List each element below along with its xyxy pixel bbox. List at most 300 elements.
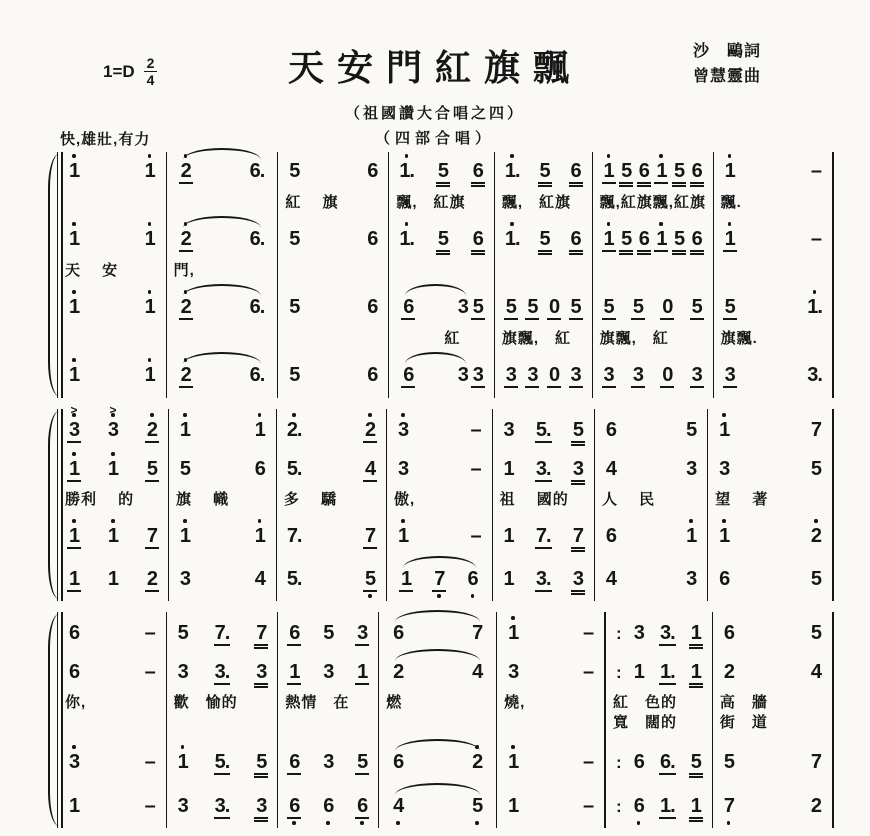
note <box>633 623 645 643</box>
note <box>471 796 483 816</box>
note <box>810 459 822 479</box>
underline <box>637 250 651 252</box>
underline <box>287 817 301 819</box>
note <box>807 297 822 317</box>
underline <box>569 386 583 388</box>
note <box>505 229 520 249</box>
voice-measure <box>379 654 496 690</box>
note <box>68 752 80 772</box>
slur-group <box>402 297 469 317</box>
note <box>356 662 368 682</box>
note-glyph: 6 <box>472 160 483 182</box>
underline-2 <box>538 185 552 187</box>
underline <box>723 318 737 320</box>
note <box>180 161 192 181</box>
octave-dot-above <box>511 745 515 749</box>
underline-2 <box>689 820 703 822</box>
voice-measure <box>167 740 278 784</box>
note-glyph: 1 <box>503 568 514 590</box>
note-glyph: 5 <box>810 622 821 644</box>
underline <box>355 644 369 646</box>
octave-dot-above <box>728 154 732 158</box>
note-glyph: 3 <box>68 751 80 773</box>
note <box>505 161 520 181</box>
note-glyph: 1 <box>690 622 701 644</box>
note-glyph: 5 <box>323 622 334 644</box>
note-glyph: 6. <box>249 228 265 250</box>
underline <box>436 250 450 252</box>
note <box>322 752 334 772</box>
note <box>620 229 632 249</box>
note-glyph: 5 <box>256 751 267 773</box>
note <box>472 229 484 249</box>
lyric-measure: 旗飄, 紅 <box>599 330 669 347</box>
note-glyph: 3. <box>660 622 675 644</box>
note-glyph: 1. <box>807 296 822 318</box>
note-glyph: 1 <box>254 419 265 441</box>
note-glyph: 6 <box>393 751 404 773</box>
note-glyph: 6 <box>323 795 334 817</box>
note <box>288 365 300 385</box>
underline-2 <box>571 593 585 595</box>
lyric-measure <box>714 258 832 288</box>
note <box>605 569 617 589</box>
note <box>68 403 80 441</box>
note-glyph: 6 <box>68 661 80 683</box>
note <box>144 161 156 181</box>
underline <box>179 318 193 320</box>
note <box>507 662 519 682</box>
note-glyph: 5 <box>621 228 632 250</box>
note-glyph: 5 <box>632 296 644 318</box>
note <box>68 365 80 385</box>
voice-measure <box>714 288 832 326</box>
underline <box>254 817 268 819</box>
note <box>287 420 302 440</box>
note <box>503 459 515 479</box>
octave-dot-above <box>72 519 76 523</box>
slur-group <box>180 297 265 317</box>
underline <box>67 547 81 549</box>
note-glyph: 1 <box>724 228 735 250</box>
voice-measure <box>278 152 388 190</box>
voice-measure <box>595 409 707 451</box>
note <box>570 161 582 181</box>
note-glyph: 5 <box>691 296 702 318</box>
note <box>503 569 515 589</box>
tempo-marking: 快,雄壯,有力 <box>60 131 151 148</box>
underline-2 <box>471 185 485 187</box>
note-glyph: 6 <box>638 228 649 250</box>
note-glyph: 3 <box>603 364 614 386</box>
voice-measure <box>58 451 168 487</box>
underline <box>689 644 703 646</box>
underline <box>214 644 231 646</box>
note-glyph: 6 <box>357 795 368 817</box>
octave-dot-above <box>405 154 409 158</box>
underline-2 <box>637 185 651 187</box>
note-glyph: 1. <box>504 228 520 250</box>
note-glyph: 0 <box>662 296 673 318</box>
note-glyph: 6 <box>367 296 378 318</box>
voice-measure <box>169 409 276 451</box>
octave-dot-above <box>72 358 76 362</box>
octave-dot-above <box>150 413 154 417</box>
note <box>582 623 594 643</box>
note-glyph: 5 <box>472 296 483 318</box>
note <box>471 623 483 643</box>
underline <box>436 182 450 184</box>
slur-group <box>392 623 483 643</box>
note-glyph: 7 <box>472 622 483 644</box>
note <box>526 297 538 317</box>
note <box>807 365 822 385</box>
note-glyph: 7 <box>434 568 445 590</box>
note-glyph: 2 <box>810 525 821 547</box>
note <box>570 365 582 385</box>
voice-measure <box>708 409 832 451</box>
note <box>691 161 703 181</box>
note <box>146 420 158 440</box>
note-glyph: 1 <box>400 568 412 590</box>
voice-measure <box>713 740 832 784</box>
measure-column <box>389 152 495 398</box>
note-glyph: 1 <box>719 419 730 441</box>
note <box>366 365 378 385</box>
note <box>632 297 644 317</box>
underline <box>547 318 561 320</box>
lyric-measure <box>278 326 388 352</box>
octave-dot-above <box>184 154 188 158</box>
slur-group <box>400 569 479 589</box>
note <box>177 662 189 682</box>
note <box>691 229 703 249</box>
key-label: 1=D <box>103 61 135 81</box>
underline-2 <box>436 253 450 255</box>
note <box>505 297 517 317</box>
note-glyph: 1 <box>656 160 667 182</box>
slur-group <box>180 229 265 249</box>
measure-column <box>169 409 277 601</box>
octave-dot-above <box>111 452 115 456</box>
octave-dot-above <box>72 154 76 158</box>
underline <box>689 817 703 819</box>
note <box>810 752 822 772</box>
note-glyph: 2 <box>146 419 157 441</box>
octave-dot-above <box>148 290 152 294</box>
octave-dot-above <box>510 222 514 226</box>
voice-measure <box>389 288 494 326</box>
underline-2 <box>254 820 268 822</box>
octave-dot-above <box>813 290 817 294</box>
note-glyph: 3 <box>457 364 468 386</box>
underline <box>363 480 377 482</box>
note <box>685 420 697 440</box>
note-glyph: 1 <box>68 795 80 817</box>
lyric-measure <box>606 690 712 740</box>
note <box>254 459 266 479</box>
lyric-measure <box>58 190 166 220</box>
underline-2 <box>571 550 585 552</box>
note <box>467 569 479 589</box>
note-glyph: 2 <box>472 751 483 773</box>
underline <box>363 441 377 443</box>
note-glyph: 5 <box>146 458 157 480</box>
underline <box>471 386 485 388</box>
voice-measure <box>169 515 276 557</box>
underline <box>504 386 518 388</box>
note <box>570 297 582 317</box>
voice-measure <box>278 352 388 398</box>
slur-group <box>180 161 265 181</box>
measure-column <box>167 152 279 398</box>
lyric-measure <box>167 690 278 740</box>
underline-2 <box>254 776 268 778</box>
note-glyph: 3 <box>397 458 409 480</box>
note-glyph: 4 <box>393 795 404 817</box>
note-glyph: 1 <box>656 228 667 250</box>
note <box>723 752 735 772</box>
note <box>685 459 697 479</box>
note-glyph: 6 <box>633 751 644 773</box>
note <box>633 662 645 682</box>
note <box>356 796 368 816</box>
underline <box>659 817 676 819</box>
note <box>288 297 300 317</box>
underline-2 <box>254 647 268 649</box>
octave-dot-above <box>659 222 663 226</box>
note-glyph: 6 <box>633 795 644 817</box>
voice-measure <box>708 557 832 601</box>
note-glyph: 3 <box>256 661 267 683</box>
octave-dot-above <box>401 519 405 523</box>
note-glyph: 1 <box>68 525 80 547</box>
note-glyph: 3 <box>68 419 80 441</box>
underline <box>672 182 686 184</box>
underline <box>569 250 583 252</box>
note <box>392 752 404 772</box>
note-glyph: 3 <box>724 364 735 386</box>
note-glyph: – <box>144 622 155 644</box>
note-glyph: 5 <box>505 296 516 318</box>
voice-measure <box>389 352 494 398</box>
note-glyph: – <box>582 622 594 644</box>
note-glyph: 5 <box>472 795 483 817</box>
note <box>503 526 515 546</box>
note-glyph: 5 <box>621 160 632 182</box>
voice-measure <box>387 409 492 451</box>
underline <box>363 590 377 592</box>
note <box>690 752 702 772</box>
note <box>457 365 469 385</box>
voice-measure <box>493 451 594 487</box>
voice-measure <box>278 740 378 784</box>
voice-measure <box>595 557 707 601</box>
voice-measure <box>497 740 604 784</box>
lyric-measure: 多 驕 <box>283 491 337 508</box>
note-glyph: 6 <box>605 419 617 441</box>
lyric-measure: 人 民 <box>601 491 656 508</box>
underline <box>569 318 583 320</box>
lyric-line: 紅 色的 <box>613 694 678 711</box>
note-glyph: 6 <box>570 228 581 250</box>
time-denominator: 4 <box>146 72 155 88</box>
note-glyph: 1 <box>68 458 80 480</box>
lyric-measure: 紅 旗 <box>285 194 339 211</box>
note <box>255 752 267 772</box>
note-glyph: 6. <box>249 296 265 318</box>
note-glyph: 2 <box>723 661 734 683</box>
voice-measure <box>277 409 386 451</box>
note-glyph: 0 <box>662 364 673 386</box>
note-glyph: 5 <box>723 751 734 773</box>
note <box>288 662 300 682</box>
voice-measure <box>606 612 712 654</box>
voice-measure <box>277 515 386 557</box>
accent-mark: > <box>70 403 78 417</box>
note <box>180 365 192 385</box>
note-glyph: 1 <box>68 568 80 590</box>
note <box>107 459 119 479</box>
note <box>288 752 300 772</box>
note-glyph: 5 <box>673 160 685 182</box>
note-glyph: 1. <box>504 160 520 182</box>
slur-group <box>392 752 483 772</box>
note <box>810 420 822 440</box>
underline <box>401 318 415 320</box>
note <box>655 161 667 181</box>
note <box>638 161 650 181</box>
underline <box>67 590 81 592</box>
note <box>215 752 230 772</box>
note <box>364 569 376 589</box>
note <box>471 752 483 772</box>
measure-column <box>58 403 169 601</box>
note-glyph: 6. <box>249 160 265 182</box>
note-glyph: 6 <box>605 525 617 547</box>
note <box>505 365 517 385</box>
octave-dot-above <box>258 413 262 417</box>
underline-2 <box>690 185 704 187</box>
underline-2 <box>689 647 703 649</box>
underline <box>631 318 645 320</box>
note <box>690 796 702 816</box>
lyric-measure <box>713 690 832 740</box>
note <box>605 526 617 546</box>
underline <box>569 182 583 184</box>
voice-measure <box>58 288 166 326</box>
note <box>146 569 158 589</box>
underline <box>571 480 585 482</box>
octave-dot-above <box>401 413 405 417</box>
note <box>287 569 302 589</box>
note <box>215 662 230 682</box>
voice-measure <box>379 784 496 828</box>
note <box>399 161 414 181</box>
note <box>215 796 230 816</box>
note-glyph: 7. <box>286 525 302 547</box>
underline-2 <box>538 253 552 255</box>
voice-measure <box>58 612 166 654</box>
lyric-measure: 紅 <box>396 330 461 347</box>
note <box>471 662 483 682</box>
note <box>402 297 414 317</box>
underline <box>254 773 268 775</box>
voice-measure <box>714 220 832 258</box>
note-glyph: 5 <box>289 296 300 318</box>
note-glyph: 5 <box>539 228 550 250</box>
note <box>107 569 119 589</box>
underline <box>399 590 413 592</box>
note-glyph: 5 <box>810 458 821 480</box>
note <box>605 459 617 479</box>
note <box>718 569 730 589</box>
lyric-measure: 傲, <box>394 491 416 508</box>
underline <box>659 644 676 646</box>
voice-measure <box>169 451 276 487</box>
note-glyph: 3 <box>505 364 516 386</box>
note <box>144 662 156 682</box>
note-glyph: – <box>470 419 481 441</box>
measure-column <box>278 152 389 398</box>
note <box>255 662 267 682</box>
measure-column <box>58 152 167 398</box>
octave-dot-above <box>181 745 185 749</box>
note <box>660 752 675 772</box>
note <box>572 526 584 546</box>
note <box>364 420 376 440</box>
note <box>570 229 582 249</box>
note <box>723 796 735 816</box>
voice-measure <box>379 740 496 784</box>
voice-measure <box>497 654 604 690</box>
underline-2 <box>436 185 450 187</box>
note <box>255 796 267 816</box>
underline <box>179 386 193 388</box>
note <box>392 623 404 643</box>
note <box>472 161 484 181</box>
octave-dot-above <box>183 519 187 523</box>
octave-dot-above <box>184 222 188 226</box>
note-glyph: 1 <box>508 622 519 644</box>
octave-dot-above <box>148 154 152 158</box>
note <box>503 420 515 440</box>
note-glyph: 7 <box>364 525 376 547</box>
measure-column <box>714 152 834 398</box>
note-glyph: 1 <box>254 525 265 547</box>
note-glyph: 2 <box>810 795 821 817</box>
voice-measure <box>497 612 604 654</box>
note <box>399 229 414 249</box>
note <box>400 569 412 589</box>
note-glyph: 1 <box>179 419 191 441</box>
note <box>472 365 484 385</box>
note-glyph: 1 <box>724 160 735 182</box>
note-glyph: 7 <box>256 622 267 644</box>
note <box>810 161 822 181</box>
note-glyph: 3 <box>256 795 267 817</box>
slur-group <box>392 796 483 816</box>
note <box>68 459 80 479</box>
note <box>397 526 409 546</box>
note-glyph: 5 <box>364 568 376 590</box>
underline <box>690 318 704 320</box>
note <box>605 420 617 440</box>
note <box>250 365 265 385</box>
note <box>146 526 158 546</box>
note-glyph: 6 <box>289 751 300 773</box>
voice-measure <box>493 515 594 557</box>
